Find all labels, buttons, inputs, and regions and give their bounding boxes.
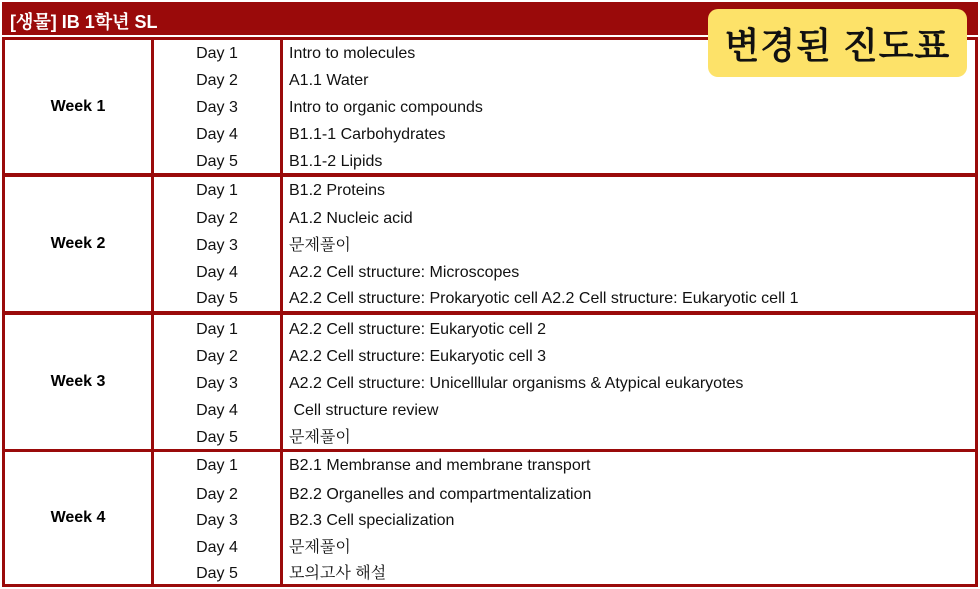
topic-text: B2.1 Membranse and membrane transport <box>289 457 591 474</box>
topic-text: Intro to organic compounds <box>289 99 483 116</box>
topic-text: A2.2 Cell structure: Unicelllular organisms & Atypical eukaryotes <box>289 375 744 392</box>
day-label: Day 3 <box>196 99 238 116</box>
day-label: Day 5 <box>196 153 238 170</box>
day-label: Day 3 <box>196 237 238 254</box>
topic-text: Intro to molecules <box>289 45 416 62</box>
changed-schedule-badge: 변경된 진도표 <box>708 9 967 77</box>
day-label: Day 2 <box>196 486 238 503</box>
day-column <box>154 177 283 311</box>
day-label: Day 5 <box>196 290 238 307</box>
topic-text: B1.1-2 Lipids <box>289 153 383 170</box>
day-label: Day 4 <box>196 402 238 419</box>
day-label: Day 1 <box>196 45 238 62</box>
topic-text: B2.2 Organelles and compartmentalization <box>289 486 592 503</box>
topic-text: A1.2 Nucleic acid <box>289 210 413 227</box>
week-label: Week 2 <box>5 177 154 311</box>
week-label: Week 4 <box>5 452 154 584</box>
day-label: Day 1 <box>196 457 238 474</box>
week-block <box>2 174 978 314</box>
day-label: Day 1 <box>196 321 238 338</box>
topic-text: 문제풀이 <box>289 539 351 556</box>
day-label: Day 5 <box>196 429 238 446</box>
topic-text: 문제풀이 <box>289 237 351 254</box>
day-label: Day 2 <box>196 210 238 227</box>
week-block <box>2 449 978 587</box>
day-column <box>154 452 283 584</box>
topic-text: A2.2 Cell structure: Eukaryotic cell 2 <box>289 321 546 338</box>
topic-text: B2.3 Cell specialization <box>289 512 455 529</box>
week-block <box>2 312 978 452</box>
day-label: Day 4 <box>196 264 238 281</box>
day-label: Day 4 <box>196 126 238 143</box>
topic-text: B1.2 Proteins <box>289 182 386 199</box>
week-label: Week 3 <box>5 315 154 449</box>
day-label: Day 4 <box>196 539 238 556</box>
day-label: Day 3 <box>196 512 238 529</box>
topic-text: B1.1-1 Carbohydrates <box>289 126 446 143</box>
topic-text: A2.2 Cell structure: Prokaryotic cell A2.2 Cell structure: Eukaryotic cell 1 <box>289 290 799 307</box>
day-column <box>154 40 283 173</box>
day-label: Day 3 <box>196 375 238 392</box>
day-label: Day 5 <box>196 565 238 582</box>
topic-text: 모의고사 해설 <box>289 565 387 582</box>
topic-text: A2.2 Cell structure: Microscopes <box>289 264 520 281</box>
topic-text: A1.1 Water <box>289 72 369 89</box>
day-label: Day 2 <box>196 72 238 89</box>
day-label: Day 2 <box>196 348 238 365</box>
topic-text: Cell structure review <box>289 402 439 419</box>
day-label: Day 1 <box>196 182 238 199</box>
page-title: [생물] IB 1학년 SL <box>10 12 158 32</box>
day-column <box>154 315 283 449</box>
topic-text: 문제풀이 <box>289 429 351 446</box>
topic-text: A2.2 Cell structure: Eukaryotic cell 3 <box>289 348 546 365</box>
week-label: Week 1 <box>5 40 154 173</box>
